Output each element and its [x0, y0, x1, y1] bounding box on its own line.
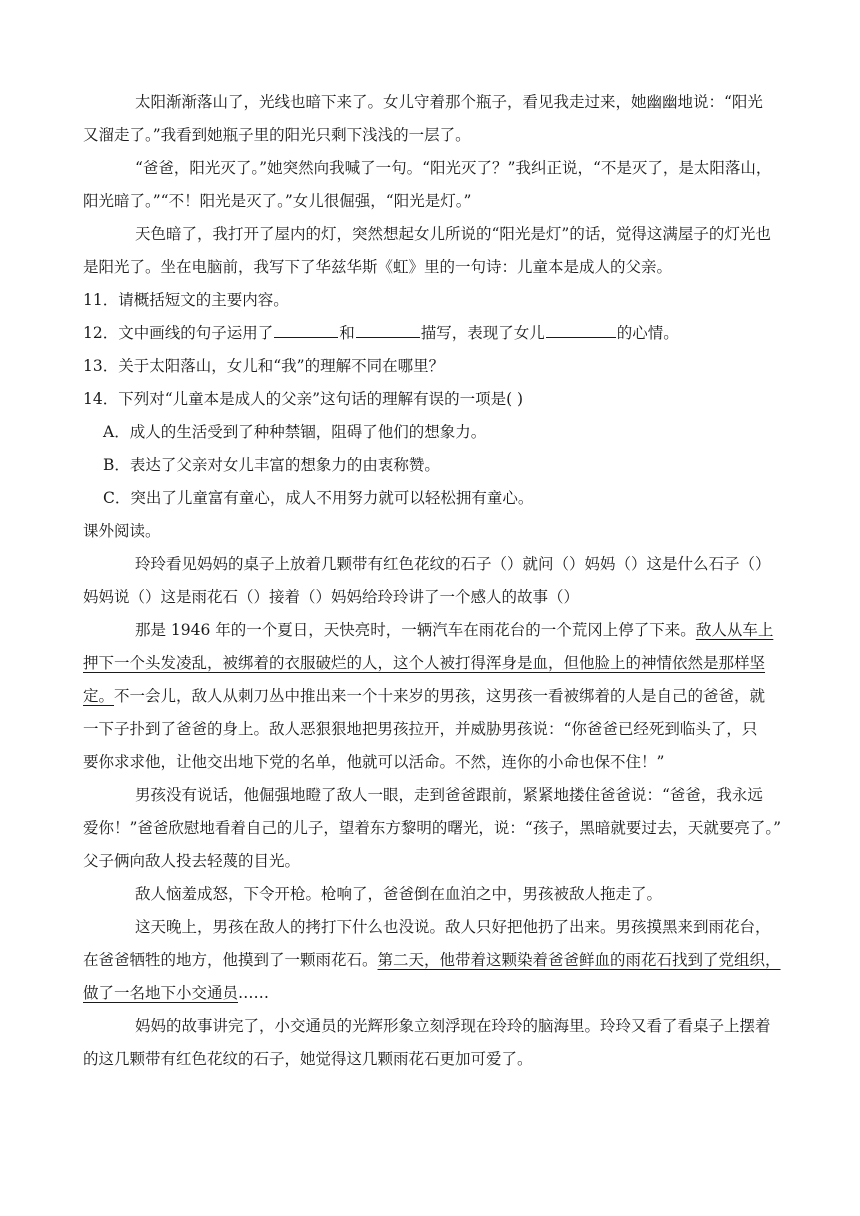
passage1-p1-line2: 又溜走了。”我看到她瓶子里的阳光只剩下浅浅的一层了。	[83, 126, 471, 144]
passage1-p1-line1: 太阳渐渐落山了，光线也暗下来了。女儿守着那个瓶子，看见我走过来，她幽幽地说：“阳光	[135, 93, 763, 111]
underlined-sentence: 押下一个头发凌乱，被绑着的衣服破烂的人，这个人被打得浑身是血，但他脸上的神情依然是那样坚	[83, 654, 766, 672]
underlined-sentence: 敌人从车上	[695, 621, 774, 639]
section2-p2-line1	[83, 614, 779, 647]
section2-p3-line2: 爱你！”爸爸欣慰地看着自己的儿子，望着东方黎明的曙光，说：“孩子，黑暗就要过去，天就要亮了。”	[83, 819, 782, 837]
section2-p2-line5: 要你求求他，让他交出地下党的名单，他就可以活命。不然，连你的小命也保不住！”	[83, 753, 665, 771]
question-11: 11．请概括短文的主要内容。	[83, 291, 289, 309]
answer-blank-1[interactable]	[274, 319, 338, 338]
section2-p3-line3: 父子俩向敌人投去轻蔑的目光。	[83, 852, 301, 870]
question-12-text-c: 描写，表现了女儿	[420, 324, 545, 342]
question-12-text-b: 和	[339, 324, 355, 342]
section2-p1-line2: 妈妈说（）这是雨花石（）接着（）妈妈给玲玲讲了一个感人的故事（）	[83, 588, 580, 606]
question-14: 14．下列对“儿童本是成人的父亲”这句话的理解有误的一项是( )	[83, 390, 524, 408]
option-b: B．表达了父亲对女儿丰富的想象力的由衷称赞。	[103, 456, 440, 474]
section-heading: 课外阅读。	[83, 522, 161, 540]
section2-p6-line2: 的这几颗带有红色花纹的石子，她觉得这几颗雨花石更加可爱了。	[83, 1050, 533, 1068]
text-run: ……	[238, 984, 270, 1002]
text-run: 不一会儿，敌人从刺刀丛中推出来一个十来岁的男孩，这男孩一看被绑着的人是自己的爸爸，就	[114, 687, 766, 705]
option-a: A．成人的生活受到了种种禁锢，阻碍了他们的想象力。	[103, 423, 487, 441]
underlined-sentence: 做了一名地下小交通员	[83, 984, 239, 1002]
answer-blank-2[interactable]	[356, 319, 420, 338]
text-run: 那是 1946 年的一个夏日，天快亮时，一辆汽车在雨花台的一个荒冈上停了下来。	[135, 621, 696, 639]
option-c: C．突出了儿童富有童心，成人不用努力就可以轻松拥有童心。	[103, 489, 534, 507]
question-13: 13．关于太阳落山，女儿和“我”的理解不同在哪里？	[83, 357, 445, 375]
passage1-p2-line1: “爸爸，阳光灭了。”她突然向我喊了一句。“阳光灭了？”我纠正说，“不是灭了，是太阳落山，	[135, 159, 772, 177]
question-12-text-a: 12．文中画线的句子运用了	[83, 324, 274, 342]
underlined-sentence: 定。	[83, 687, 115, 705]
section2-p2-line2	[83, 647, 779, 680]
passage1-p3-line1: 天色暗了，我打开了屋内的灯，突然想起女儿所说的“阳光是灯”的话，觉得这满屋子的灯光也	[135, 225, 771, 243]
section2-p5-line1: 这天晚上，男孩在敌人的拷打下什么也没说。敌人只好把他扔了出来。男孩摸黑来到雨花台，	[135, 918, 771, 936]
question-12-text-d: 的心情。	[616, 324, 679, 342]
question-12	[83, 317, 779, 350]
underlined-sentence: 第二天，他带着这颗染着爸爸鲜血的雨花石找到了党组织，	[377, 951, 781, 969]
section2-p2-line4: 一下子扑到了爸爸的身上。敌人恶狠狠地把男孩拉开，并威胁男孩说：“你爸爸已经死到临头了，只	[83, 720, 758, 738]
passage1-p2-line2: 阳光暗了。”“不！阳光是灭了。”女儿很倔强，“阳光是灯。”	[83, 192, 472, 210]
text-run: 在爸爸牺牲的地方，他摸到了一颗雨花石。	[83, 951, 378, 969]
section2-p3-line1: 男孩没有说话，他倔强地瞪了敌人一眼，走到爸爸跟前，紧紧地搂住爸爸说：“爸爸，我永远	[135, 786, 763, 804]
passage1-p3-line2: 是阳光了。坐在电脑前，我写下了华兹华斯《虹》里的一句诗：儿童本是成人的父亲。	[83, 258, 673, 276]
document-content	[83, 86, 782, 1076]
answer-blank-3[interactable]	[546, 319, 616, 338]
section2-p1-line1: 玲玲看见妈妈的桌子上放着几颗带有红色花纹的石子（）就问（）妈妈（）这是什么石子（）	[135, 555, 771, 573]
section2-p4-line1: 敌人恼羞成怒，下令开枪。枪响了，爸爸倒在血泊之中，男孩被敌人拖走了。	[135, 885, 663, 903]
section2-p5-line2	[83, 944, 779, 977]
section2-p6-line1: 妈妈的故事讲完了，小交通员的光辉形象立刻浮现在玲玲的脑海里。玲玲又看了看桌子上摆着	[135, 1017, 771, 1035]
section2-p5-line3	[83, 977, 779, 1010]
section2-p2-line3	[83, 680, 779, 713]
